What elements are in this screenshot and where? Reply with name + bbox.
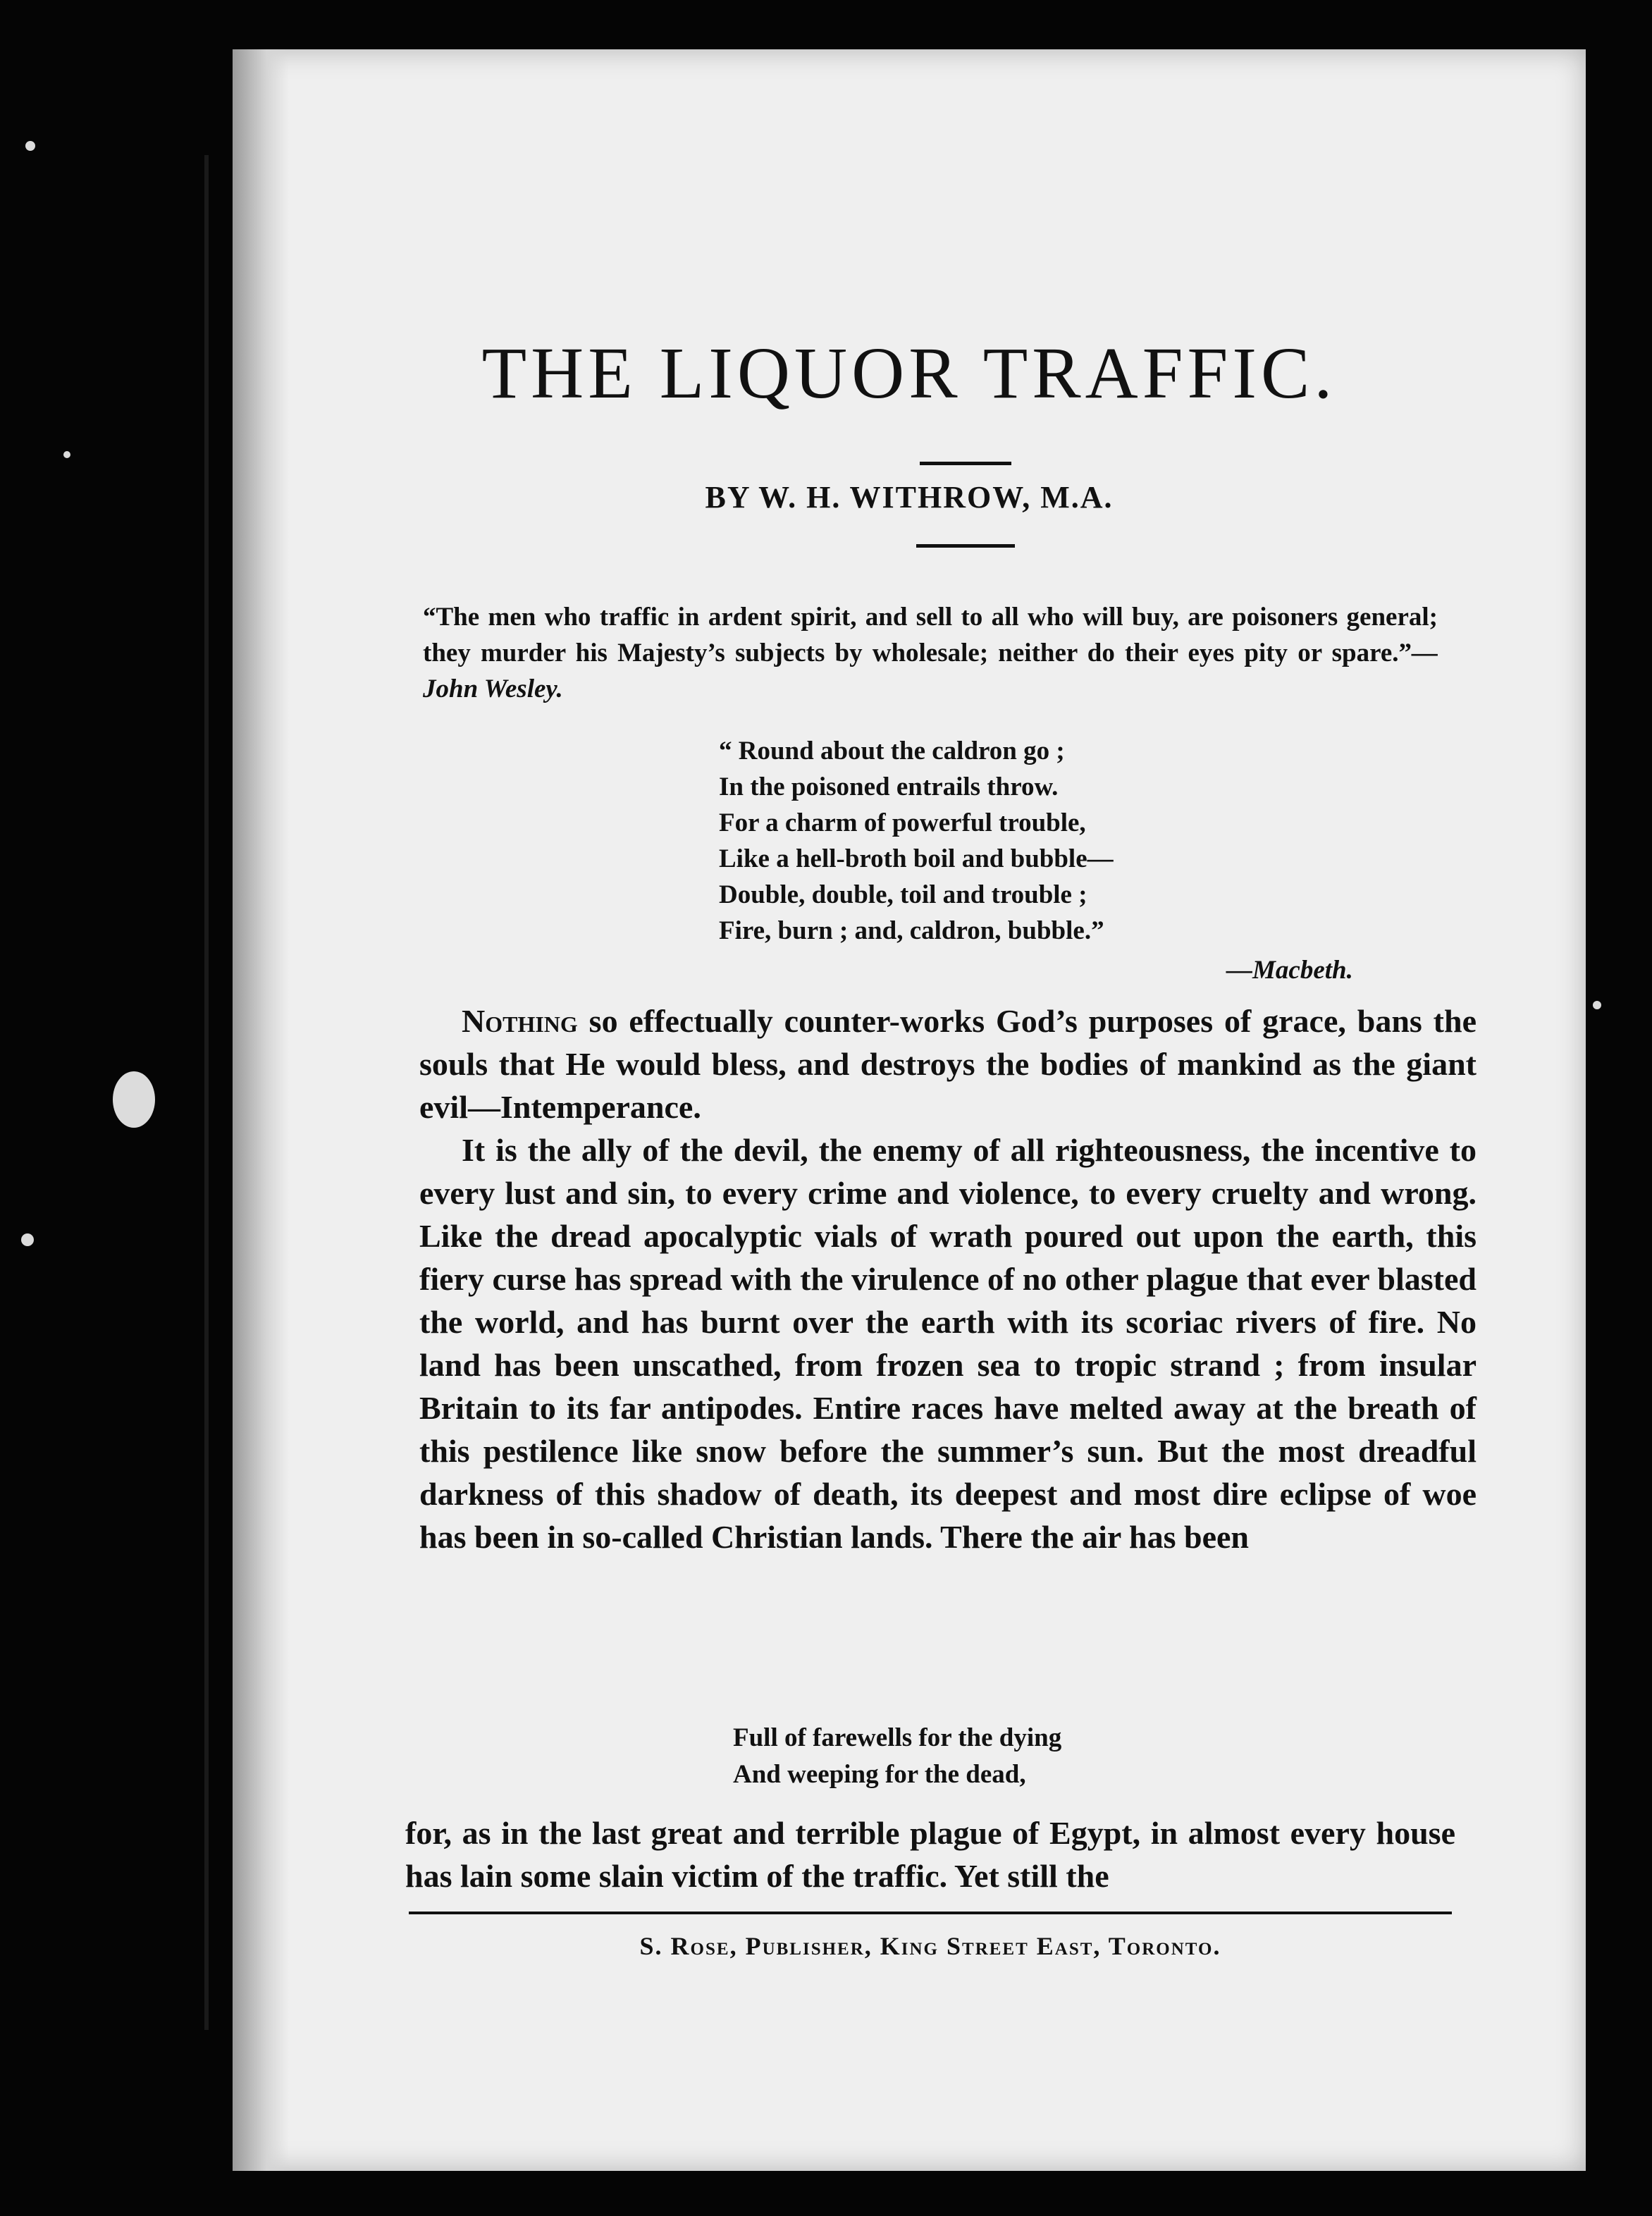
paragraph-lead: Nothing xyxy=(462,1003,578,1039)
byline: BY W. H. WITHROW, M.A. xyxy=(705,480,1114,515)
verse-line: “ Round about the caldron go ; xyxy=(719,737,1065,765)
inline-verse xyxy=(733,1720,1061,1793)
verse-line: For a charm of powerful trouble, xyxy=(719,808,1086,837)
inline-verse-line: And weeping for the dead, xyxy=(733,1760,1026,1789)
verse-block xyxy=(719,733,1114,949)
verse-attribution: —Macbeth. xyxy=(1226,956,1353,985)
paper-speck xyxy=(21,1233,34,1246)
paper-speck xyxy=(1593,1001,1601,1009)
paragraph-1 xyxy=(419,999,1477,1128)
verse-line: In the poisoned entrails throw. xyxy=(719,772,1059,801)
publisher-footer: S. Rose, Publisher, King Street East, Toronto. xyxy=(639,1932,1221,1960)
paper-speck xyxy=(63,451,70,458)
body-text-continued: for, as in the last great and terrible plague of Egypt, in almost every house has lain some slain victim of the traffic. Yet still the xyxy=(405,1815,1455,1894)
verse-line: Fire, burn ; and, caldron, bubble.” xyxy=(719,916,1104,945)
title-divider xyxy=(920,462,1011,465)
verse-line: Double, double, toil and trouble ; xyxy=(719,880,1087,909)
verse-line: Like a hell-broth boil and bubble— xyxy=(719,844,1114,873)
epigraph-attribution: —John Wesley. xyxy=(423,639,1438,703)
byline-divider xyxy=(916,544,1015,548)
paragraph-2: It is the ally of the devil, the enemy of all righteousness, the incentive to every lust and sin, to every crime and violence, to every cruelty and wrong. Like the dread apocalyptic vials of wrath poured out upon the earth, this fiery curse has spread with the virulence of no other plague that ever blasted the world, and has burnt over the earth with its scoriac rivers of fire. No land has been unscathed, from frozen sea to tropic strand ; from insular Britain to its far antipodes. Entire races have melted away at the breath of this pestilence like snow before the summer’s sun. But the most dreadful darkness of this shadow of death, its deepest and most dire eclipse of woe has been in so-called Christian lands. There the air has been xyxy=(419,1132,1477,1555)
body-text xyxy=(419,999,1477,1558)
paper-speck xyxy=(113,1071,155,1128)
footer-divider xyxy=(409,1912,1452,1914)
paper-speck xyxy=(25,141,35,151)
paragraph-1-text: so effectually counter-works God’s purposes of grace, bans the souls that He would bless, and destroys the bodies of mankind as the giant evil—Intemperance. xyxy=(419,1003,1477,1125)
epigraph xyxy=(423,599,1438,707)
page-title: THE LIQUOR TRAFFIC. xyxy=(481,333,1337,414)
binding-cord xyxy=(204,155,209,2030)
epigraph-quote: “The men who traffic in ardent spirit, and sell to all who will buy, are poisoners general; they murder his Majesty’s subjects by wholesale; neither do their eyes pity or spare.” xyxy=(423,603,1438,667)
inline-verse-line: Full of farewells for the dying xyxy=(733,1723,1062,1752)
